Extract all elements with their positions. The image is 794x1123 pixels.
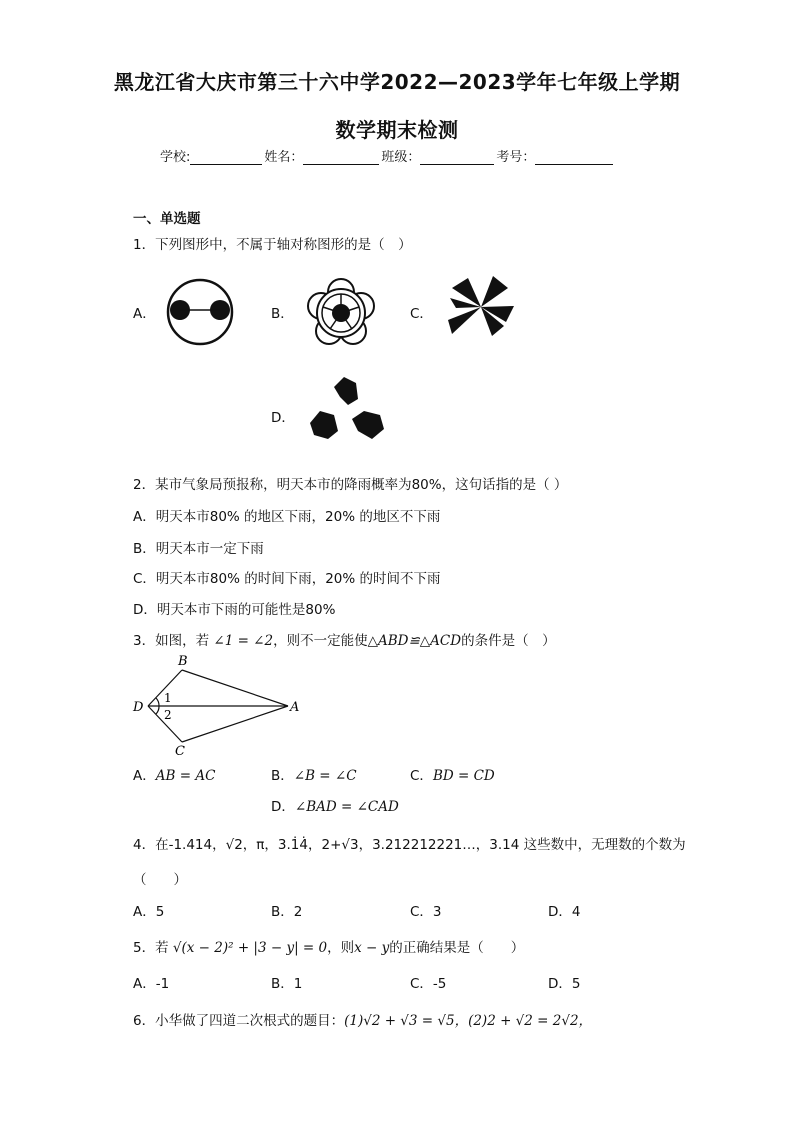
exam-number-label: 考号：: [496, 150, 536, 165]
q1-option-a[interactable]: A．: [133, 306, 156, 322]
q1-option-c[interactable]: C．: [410, 306, 433, 322]
q4-option-a[interactable]: A．5: [133, 904, 165, 920]
q3-stem-suffix: 的条件是（ ）: [461, 633, 556, 649]
q3-triangle-figure: [130, 652, 310, 758]
q2-option-c[interactable]: C．明天本市80% 的时间下雨，20% 的时间不下雨: [133, 571, 441, 587]
q4-option-b[interactable]: B．2: [271, 904, 303, 920]
q2-option-a[interactable]: A．明天本市80% 的地区下雨，20% 的地区不下雨: [133, 509, 441, 525]
q1-figure-d: [308, 375, 388, 443]
class-label: 班级：: [381, 150, 421, 165]
q4-option-d[interactable]: D．4: [548, 904, 581, 920]
label-b: B: [178, 654, 188, 669]
q3-stem-math2: △ABD≌△ACD: [367, 633, 462, 649]
q1-figure-a: [165, 277, 235, 347]
q4-stem: 4．在-1.414，√2，π，3.1̇4̇，2+√3，3.212212221…，3.14 这些数中，无理数的个数为: [133, 837, 686, 853]
q6-stem-math: (1)√2 + √3 = √5，(2)2 + √2 = 2√2，: [344, 1013, 593, 1029]
name-label: 姓名：: [264, 150, 304, 165]
q5-option-b[interactable]: B．1: [271, 976, 303, 992]
school-label: 学校:: [160, 150, 191, 165]
q2-option-b[interactable]: B．明天本市一定下雨: [133, 541, 264, 557]
angle-1-arc: [156, 698, 159, 706]
page-subtitle: 数学期末检测: [335, 118, 459, 142]
q5-option-c[interactable]: C．-5: [410, 976, 447, 992]
segment-ba: [182, 670, 288, 706]
q2-stem: 2．某市气象局预报称，明天本市的降雨概率为80%，这句话指的是（ ）: [133, 477, 568, 493]
q5-option-d[interactable]: D．5: [548, 976, 581, 992]
q5-stem-math2: x − y: [354, 940, 390, 956]
q4-option-c[interactable]: C．3: [410, 904, 442, 920]
exam-number-field[interactable]: [535, 150, 613, 165]
q6-stem: 6．小华做了四道二次根式的题目：(1)√2 + √3 = √5，(2)2 + √2 = 2√2，: [133, 1013, 593, 1029]
q1-option-d[interactable]: D．: [271, 410, 295, 426]
q3-option-a[interactable]: A．AB = AC: [133, 768, 216, 784]
label-d: D: [133, 700, 144, 715]
label-c: C: [175, 744, 185, 758]
q5-stem-math: √(x − 2)² + |3 − y| = 0: [172, 940, 328, 956]
label-angle-2: 2: [164, 708, 172, 722]
school-field[interactable]: [190, 150, 262, 165]
q3-stem-prefix: 3．如图，若: [133, 633, 214, 649]
class-field[interactable]: [420, 150, 494, 165]
q1-figure-c: [448, 276, 514, 338]
student-info-row: [160, 146, 615, 165]
q1-stem: 1．下列图形中，不属于轴对称图形的是（ ）: [133, 237, 412, 253]
q3-option-d[interactable]: D．∠BAD = ∠CAD: [271, 799, 399, 815]
q1-figure-b: [305, 277, 377, 349]
q3-stem-mid: ，则不一定能使: [273, 633, 368, 649]
q2-option-d[interactable]: D．明天本市下雨的可能性是80%: [133, 602, 336, 618]
section-title: 一、单选题: [133, 211, 201, 227]
q3-stem-math1: ∠1 = ∠2: [213, 633, 274, 649]
segment-ca: [182, 706, 288, 742]
q3-option-c[interactable]: C．BD = CD: [410, 768, 495, 784]
q4-paren: （ ）: [133, 872, 187, 888]
name-field[interactable]: [303, 150, 379, 165]
angle-2-arc: [156, 706, 159, 714]
label-a: A: [290, 700, 300, 715]
label-angle-1: 1: [164, 691, 172, 705]
q3-option-b[interactable]: B．∠B = ∠C: [271, 768, 357, 784]
q5-stem: 5．若 √(x − 2)² + |3 − y| = 0，则x − y的正确结果是（ ）: [133, 940, 525, 956]
q1-option-b[interactable]: B．: [271, 306, 294, 322]
q5-option-a[interactable]: A．-1: [133, 976, 170, 992]
q3-stem: [133, 629, 556, 649]
page-title: 黑龙江省大庆市第三十六中学2022—2023学年七年级上学期: [113, 70, 681, 94]
